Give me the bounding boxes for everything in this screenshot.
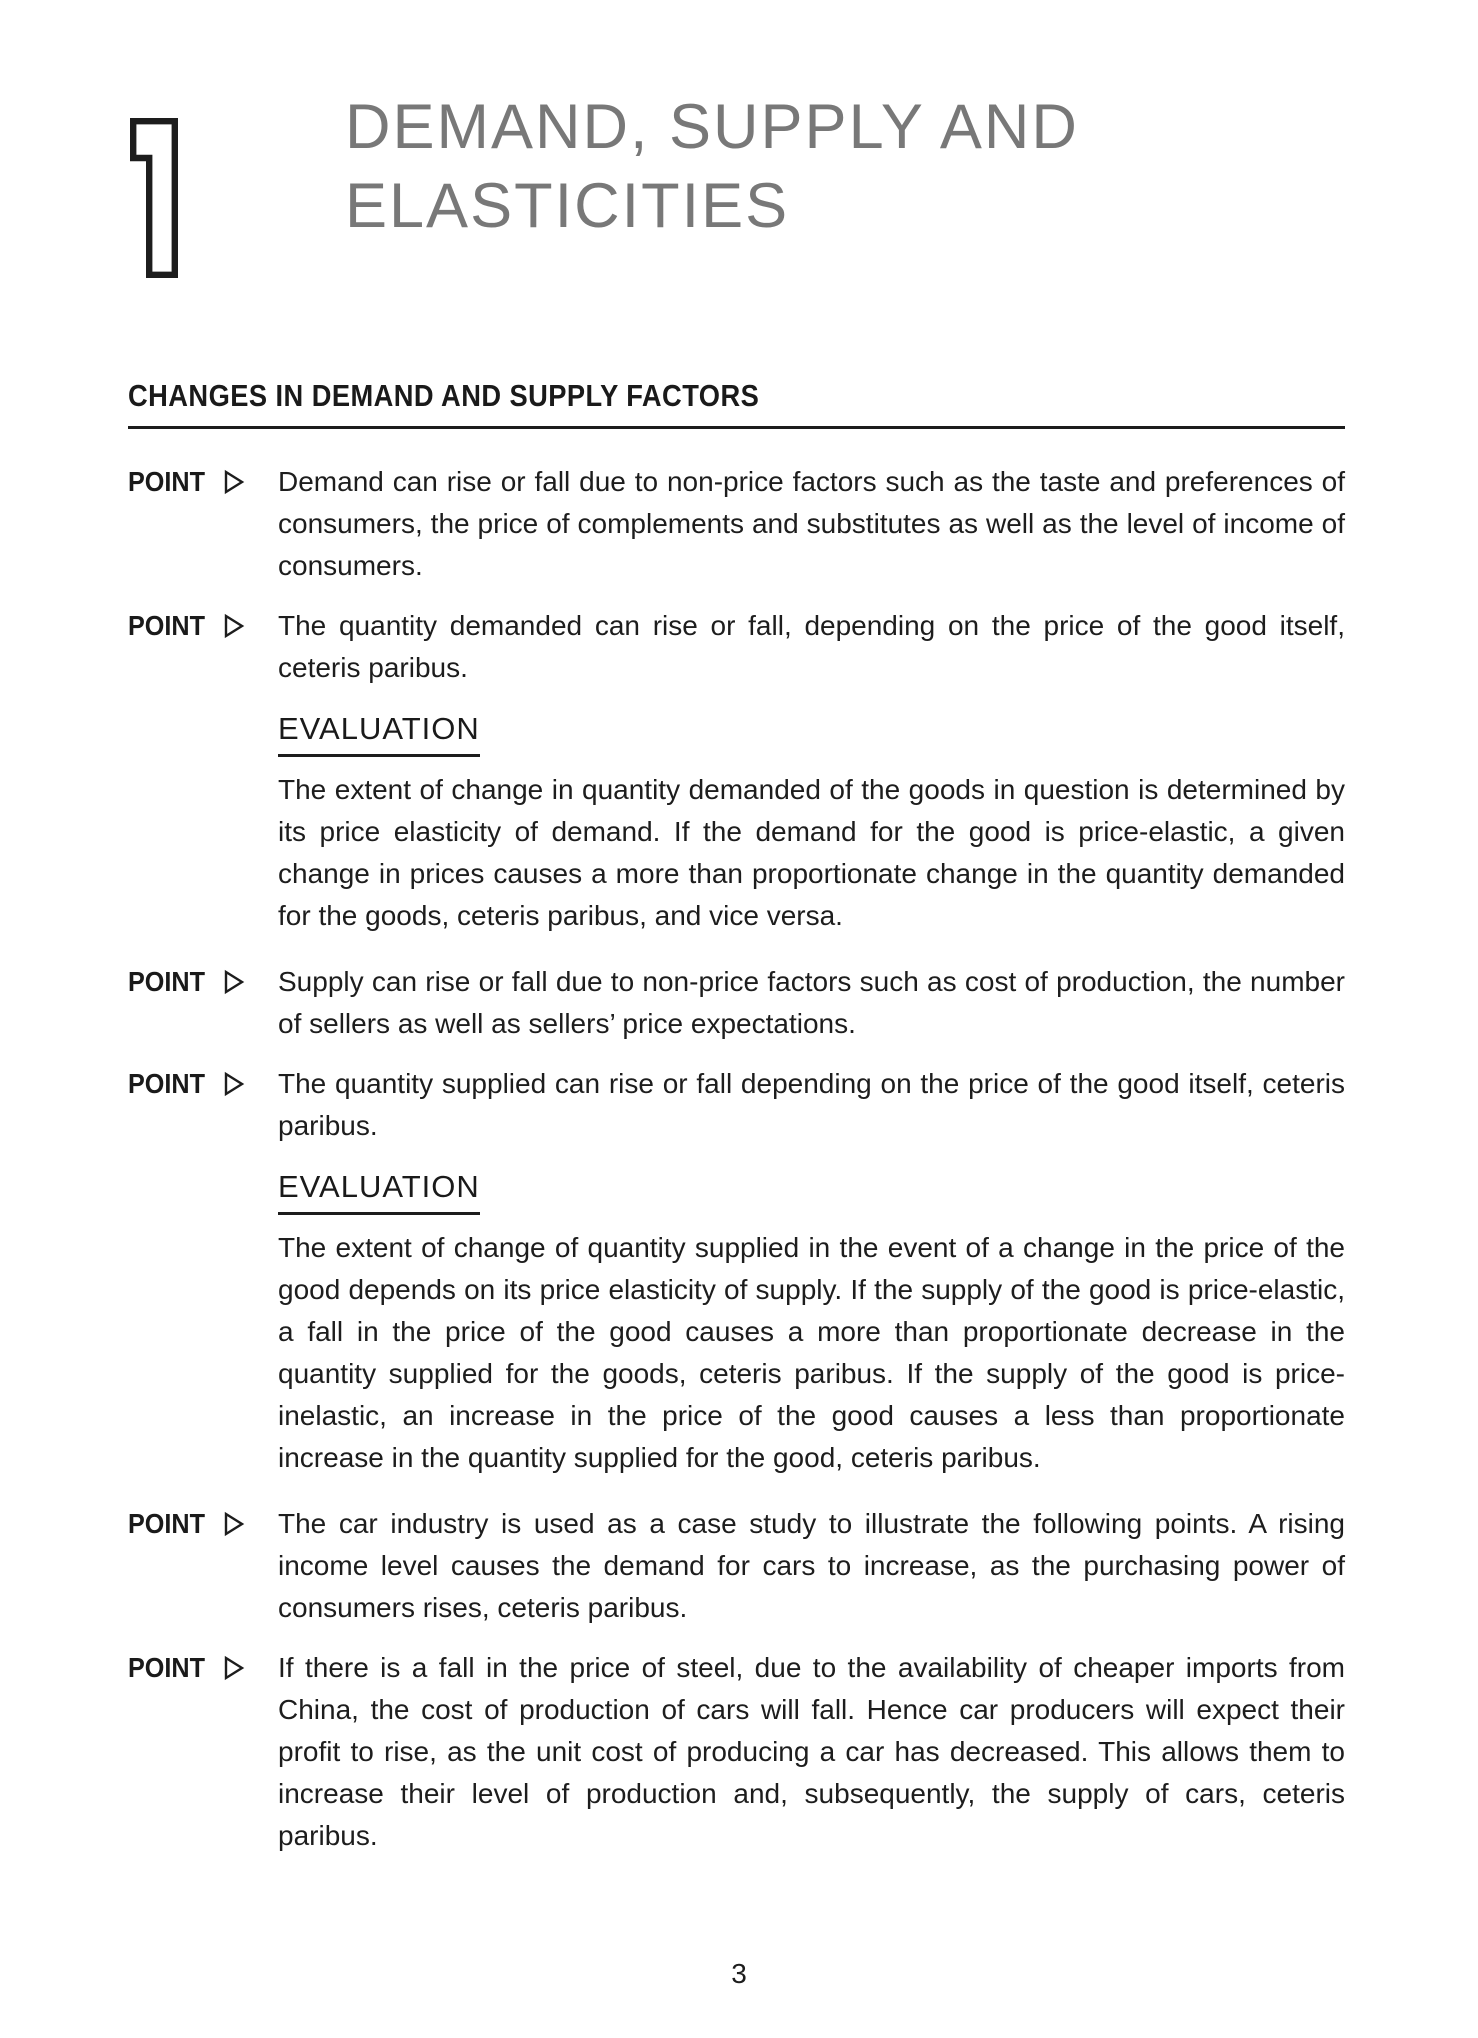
- point-row: [128, 1503, 1345, 1629]
- point-label: POINT: [128, 1063, 278, 1147]
- chapter-number-outline-icon: [130, 118, 178, 283]
- point-row: [128, 1063, 1345, 1147]
- chapter-title-line2: ELASTICITIES: [345, 171, 790, 241]
- point-label: POINT: [128, 1647, 278, 1857]
- content-column: [128, 378, 1345, 1857]
- evaluation-heading: EVALUATION: [278, 1168, 480, 1215]
- evaluation-block: [278, 710, 1345, 937]
- point-label: POINT: [128, 961, 278, 1045]
- point-text: The quantity supplied can rise or fall depending on the price of the good itself, ceteris paribus.: [278, 1068, 1345, 1141]
- point-label: POINT: [128, 461, 278, 587]
- point-triangle-icon: [223, 969, 245, 995]
- chapter-title: [345, 88, 1079, 246]
- point-label: POINT: [128, 605, 278, 689]
- point-triangle-icon: [223, 613, 245, 639]
- point-text: Demand can rise or fall due to non-price factors such as the taste and preferences of consumers, the price of complements and substitutes as well as the level of income of consumers.: [278, 466, 1345, 581]
- point-text: The quantity demanded can rise or fall, depending on the price of the good itself, ceteris paribus.: [278, 610, 1345, 683]
- point-row: [128, 461, 1345, 587]
- point-label: POINT: [128, 1503, 278, 1629]
- section-heading: CHANGES IN DEMAND AND SUPPLY FACTORS: [128, 378, 1345, 429]
- point-row: [128, 605, 1345, 689]
- point-row: [128, 1647, 1345, 1857]
- point-row: [128, 961, 1345, 1045]
- evaluation-block: [278, 1168, 1345, 1479]
- point-text: The car industry is used as a case study to illustrate the following points. A rising income level causes the demand for cars to increase, as the purchasing power of consumers rises, ceteris paribus.: [278, 1508, 1345, 1623]
- evaluation-text: The extent of change of quantity supplied in the event of a change in the price of the good depends on its price elasticity of supply. If the supply of the good is price-elastic, a fall in the price of the good causes a more than proportionate decrease in the quantity supplied for the goods, ceteris paribus. If the supply of the good is price-inelastic, an increase in the price of the good causes a less than proportionate increase in the quantity supplied for the good, ceteris paribus.: [278, 1232, 1345, 1473]
- point-triangle-icon: [223, 1511, 245, 1537]
- point-triangle-icon: [223, 1655, 245, 1681]
- evaluation-text: The extent of change in quantity demanded of the goods in question is determined by its price elasticity of demand. If the demand for the good is price-elastic, a given change in prices causes a more than proportionate change in the quantity demanded for the goods, ceteris paribus, and vice versa.: [278, 774, 1345, 931]
- point-triangle-icon: [223, 1071, 245, 1097]
- point-triangle-icon: [223, 469, 245, 495]
- page-number: 3: [731, 1958, 747, 1989]
- point-text: If there is a fall in the price of steel, due to the availability of cheaper imports from China, the cost of production of cars will fall. Hence car producers will expect their profit to rise, as the unit cost of producing a car has decreased. This allows them to increase their level of production and, subsequently, the supply of cars, ceteris paribus.: [278, 1652, 1345, 1851]
- point-text: Supply can rise or fall due to non-price factors such as cost of production, the number of sellers as well as sellers’ price expectations.: [278, 966, 1345, 1039]
- chapter-title-line1: DEMAND, SUPPLY AND: [345, 92, 1079, 162]
- evaluation-heading: EVALUATION: [278, 710, 480, 757]
